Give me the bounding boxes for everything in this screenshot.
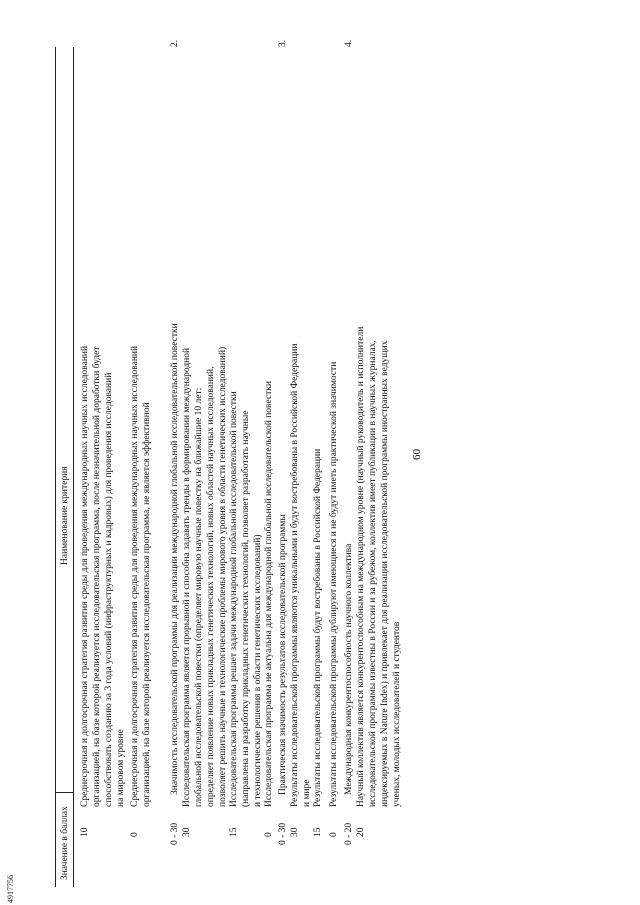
criterion-points: 0 — [130, 832, 140, 837]
criterion-points: 0 — [264, 832, 274, 837]
criterion-points: 15 — [229, 827, 239, 837]
criterion-points: 0 - 30 — [278, 822, 288, 845]
column-header-points: Значение в баллах — [60, 806, 70, 880]
criterion-text: Результаты исследовательской программы дублируют имеющиеся и не будут иметь практической значимости — [329, 361, 339, 807]
criterion-number: 3. — [278, 39, 288, 47]
criterion-points: 15 — [313, 827, 323, 837]
page-number: 60 — [411, 449, 423, 460]
document-id: 4917756 — [6, 875, 15, 903]
criterion-points: 0 — [329, 832, 339, 837]
criterion-text: Значимость исследовательской программы для реализации международной глобальной исследовательской повестки — [170, 323, 180, 795]
criterion-number: 4. — [344, 39, 354, 47]
criterion-text: Среднесрочная и долгосрочная стратегия развития среды для проведения международных научных исследований организацией, на базе которой реализуется исследовательская программа, после незначительной доработки будет способствовать созданию за 3 года условий (инфраструктурных и кадровых) для проведения исследований на мировом уровне — [80, 345, 126, 807]
criterion-text: Результаты исследовательской программы являются уникальными и будут востребованы в Российской Федерации и мире — [290, 343, 312, 807]
table-column-divider — [55, 792, 73, 793]
column-header-criterion: Наименование критерия — [60, 466, 70, 565]
criterion-points: 30 — [182, 827, 192, 837]
criterion-points: 30 — [290, 827, 300, 837]
criterion-points: 0 - 30 — [170, 822, 180, 845]
criterion-text: Международная конкурентоспособность научного коллектива — [344, 543, 354, 795]
criterion-points: 10 — [80, 827, 90, 837]
criterion-text: Исследовательская программа решает задачи международной глобальной исследовательской повестки (направлена на разработку прикладных генетических технологий, позволяет разработать научные и технологические решения в области генетических исследований) — [229, 391, 263, 807]
criterion-points: 0 - 20 — [344, 822, 354, 845]
criterion-text: Исследовательская программа является прорывной и способна задавать тренды в формировании международной глобальной исследовательской повестки (определяет мировую научные повестку на ближайшие 10 лет: определяет появление новых прикладных генетических технологий, новых областей научных исследований, позволяет решить научные и технологические проблемы мирового уровня в области генетических исследований) — [182, 346, 228, 807]
criterion-text: Практическая значимость результатов исследовательской программы — [278, 514, 288, 795]
table-top-border — [55, 47, 56, 887]
criterion-text: Среднесрочная и долгосрочная стратегия развития среды для проведения международных научных исследований организацией, на базе которой реализуется исследовательская программа, не является эффективной — [130, 345, 152, 807]
criterion-text: Результаты исследовательской программы будут востребованы в Российской Федерации — [313, 448, 323, 807]
criterion-points: 20 — [356, 827, 366, 837]
table-header-bottom-border — [73, 47, 74, 887]
criterion-text: Научный коллектив является конкурентоспособным на международном уровне (научный руководитель и исполнители исследовательской программы известны в России и за рубежом, коллектив имеет публикации в научных журналах, индексируемых в Nature Index) и привлекает для реализации исследовательской программы иностранных ведущих ученых, молодых исследователей и студентов — [356, 326, 402, 807]
criterion-text: Исследовательская программа не актуальна для международной глобальной исследовательской повестки — [264, 380, 274, 807]
criterion-number: 2. — [170, 39, 180, 47]
